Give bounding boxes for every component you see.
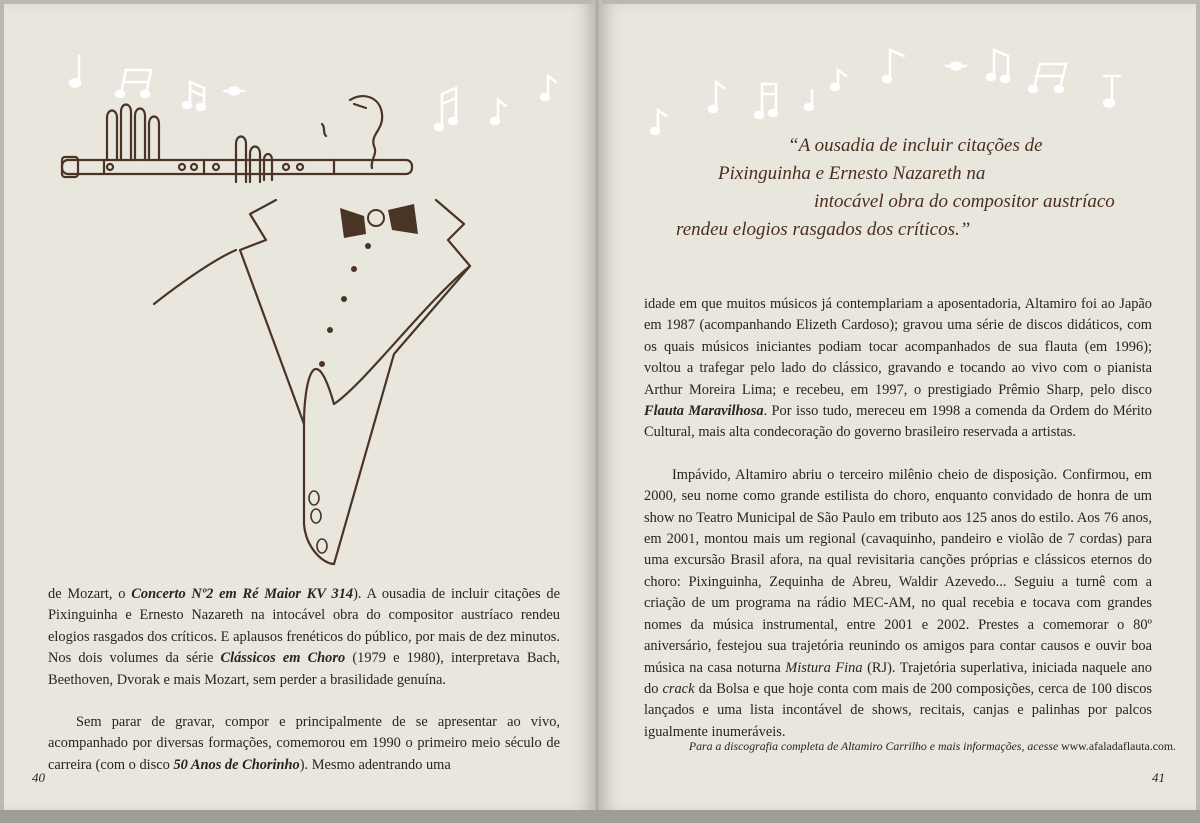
music-note-icon	[755, 84, 777, 118]
music-note-icon	[709, 82, 724, 112]
right-page	[600, 4, 1196, 810]
pull-quote-line: intocável obra do compositor austríaco	[814, 191, 1115, 212]
pull-quote-line: rendeu elogios rasgados dos críticos.”	[676, 219, 971, 240]
paragraph: idade em que muitos músicos já contemplariam a aposentadoria, Altamiro foi ao Japão em 1987 (acompanhando Elizeth Cardoso); gravou uma série de discos didáticos, com os quais músicos iniciantes podiam tocar acompanhados de sua flauta (em 1996); voltou a trafegar pelo lado do clássico, gravando e tocando ao vivo com o pianista Arthur Moreira Lima; e recebeu, em 1997, o prestigiado Prêmio Sharp, pelo disco Flauta Maravilhosa. Por isso tudo, mereceu em 1998 a comenda da Ordem do Mérito Cultural, mais alta condecoração do governo brasileiro reservada a artistas.	[644, 296, 1152, 441]
footnote: Para a discografia completa de Altamiro Carrilho e mais informações, acesse www.afaladaflauta.com.	[688, 739, 1176, 753]
paragraph: de Mozart, o Concerto Nº2 em Ré Maior KV 314). A ousadia de incluir citações de Pixinguinha e Ernesto Nazareth na intocável obra do compositor austríaco rendeu elogios rasgados dos críticos. E aplausos frenéticos do público, por mais de dez minutos. Nos dois volumes da série Clássicos em Choro (1979 e 1980), interpretava Bach, Beethoven, Dvorak e mais Mozart, sem perder a brasilidade genuína.	[48, 586, 561, 688]
music-note-icon	[651, 110, 666, 134]
music-note-icon	[1029, 64, 1066, 92]
music-note-icon	[831, 70, 846, 90]
music-note-icon	[946, 63, 966, 70]
left-page	[4, 4, 594, 810]
right-body-text	[644, 294, 1152, 743]
music-note-icon	[1104, 76, 1120, 107]
pull-quote-line: Pixinguinha e Ernesto Nazareth na	[718, 163, 986, 184]
page-number: 40	[32, 770, 45, 785]
page-number: 41	[1152, 770, 1165, 785]
music-note-icon	[883, 50, 904, 82]
paragraph: Sem parar de gravar, compor e principalmente de se apresentar ao vivo, acompanhado por diversas formações, comemorou em 1990 o primeiro meio século de carreira (com o disco 50 Anos de Chorinho). Mesmo adentrando uma	[48, 714, 560, 773]
page-shadow	[0, 810, 1200, 823]
music-note-icon	[987, 50, 1009, 82]
music-note-icon	[805, 90, 813, 110]
paragraph: Impávido, Altamiro abriu o terceiro milênio cheio de disposição. Confirmou, em 2000, seu nome como grande estilista do choro, enquanto convidado de honra de um show no Teatro Municipal de São Paulo em tributo aos 125 anos do estilo. Aos 76 anos, em 2001, montou mais um regional (cavaquinho, pandeiro e violão de 7 cordas) para uma excursão Brasil afora, na qual revisitaria canções próprias e clássicos eternos do choro: Pixinguinha, Zequinha de Abreu, Waldir Azevedo... Seguiu a turnê com a criação de um programa na rádio MEC-AM, no qual recebia e tocava com grandes nomes da música instrumental, entre 2001 e 2002. Prestes a comemorar o 80º aniversário, festejou sua trajetória reunindo os amigos para contar causos e ouvir boa música na casa noturna Mistura Fina (RJ). Trajetória superlativa, iniciada naquele ano do crack da Bolsa e que hoje conta com mais de 200 composições, cerca de 100 discos lançados e uma lista incontável de shows, recitais, canjas e palinhas por palcos igualmente inumeráveis.	[644, 466, 1153, 740]
left-body-text	[48, 584, 560, 776]
flautist-illustration	[4, 4, 594, 574]
music-notes-right	[600, 4, 1196, 144]
pull-quote-line: “A ousadia de incluir citações de	[788, 135, 1043, 156]
website-link[interactable]: www.afaladaflauta.com	[1061, 739, 1174, 753]
